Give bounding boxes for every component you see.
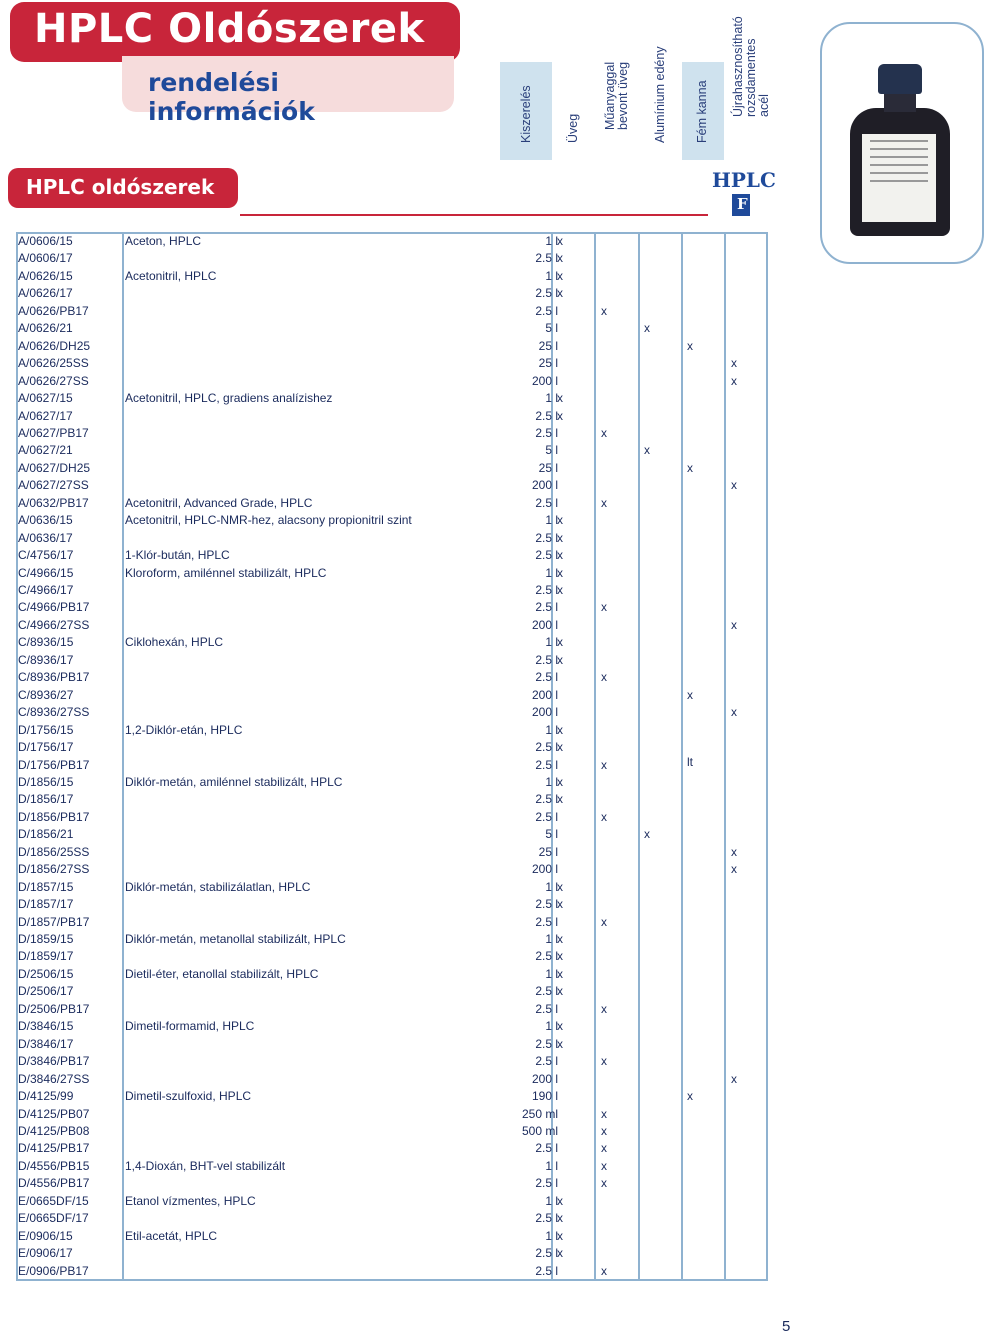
- page-subtitle: rendelési információk: [148, 68, 315, 126]
- package-size: 1 l: [545, 268, 558, 283]
- container-mark: x: [557, 722, 563, 737]
- product-code: E/0665DF/17: [18, 1211, 89, 1226]
- package-size: 25 l: [538, 338, 558, 353]
- table-row: [18, 1018, 766, 1035]
- table-row: [18, 390, 766, 407]
- page-title: HPLC Oldószerek: [34, 6, 425, 52]
- table-row: [18, 460, 766, 477]
- product-code: E/0906/17: [18, 1246, 73, 1261]
- package-size: 2.5 l: [535, 757, 558, 772]
- table-row: [18, 547, 766, 564]
- package-size: 2.5 l: [535, 1036, 558, 1051]
- table-row: [18, 774, 766, 791]
- package-size: 1 l: [545, 932, 558, 946]
- product-code: D/1856/17: [18, 792, 74, 807]
- package-size: 2.5 l: [535, 495, 558, 510]
- package-size: 25 l: [538, 844, 558, 859]
- product-code: A/0626/DH25: [18, 338, 91, 353]
- package-size: 2.5 l: [535, 652, 558, 667]
- table-row: [18, 1263, 766, 1280]
- container-mark: x: [601, 914, 607, 929]
- product-code: D/2506/PB17: [18, 1001, 90, 1016]
- table-row: [18, 1228, 766, 1245]
- package-size: 200 l: [531, 373, 558, 388]
- package-size: 200 l: [531, 1071, 558, 1086]
- product-name: 1,4-Dioxán, BHT-vel stabilizált: [125, 1158, 286, 1173]
- package-size: 1 l: [545, 391, 558, 406]
- table-row: [18, 791, 766, 808]
- product-code: D/3846/PB17: [18, 1054, 90, 1069]
- product-code: E/0665DF/15: [18, 1193, 89, 1208]
- container-mark: x: [557, 635, 563, 650]
- table-row: [18, 512, 766, 529]
- container-mark: x: [601, 809, 607, 824]
- table-row: [18, 948, 766, 965]
- container-mark: x: [731, 862, 737, 877]
- table-row: [18, 879, 766, 896]
- table-row: [18, 914, 766, 931]
- table-row: [18, 408, 766, 425]
- package-size: 1 l: [545, 1228, 558, 1243]
- product-code: D/3846/17: [18, 1036, 74, 1051]
- table-row: [18, 1053, 766, 1070]
- product-code: D/3846/27SS: [18, 1071, 90, 1086]
- table-row: [18, 320, 766, 337]
- container-mark: x: [601, 757, 607, 772]
- product-code: A/0626/27SS: [18, 373, 89, 388]
- hplc-logo: HPLC F: [710, 168, 770, 220]
- table-row: [18, 809, 766, 826]
- table-row: [18, 477, 766, 494]
- package-size: 2.5 l: [535, 1211, 558, 1226]
- table-row: [18, 1140, 766, 1157]
- table-row: [18, 983, 766, 1000]
- product-code: A/0626/21: [18, 321, 73, 336]
- table-row: [18, 1175, 766, 1192]
- product-code: A/0627/PB17: [18, 425, 89, 440]
- product-code: A/0627/17: [18, 408, 73, 423]
- package-size: 2.5 l: [535, 303, 558, 318]
- package-size: 2.5 l: [535, 530, 558, 545]
- product-code: C/8936/17: [18, 652, 74, 667]
- product-code: A/0636/15: [18, 513, 73, 528]
- package-size: 250 ml: [521, 1106, 558, 1121]
- container-mark: x: [557, 740, 563, 755]
- product-code: C/4966/17: [18, 583, 74, 597]
- product-code: D/1756/PB17: [18, 757, 90, 772]
- table-row: [18, 599, 766, 616]
- package-size: 1 l: [545, 879, 558, 894]
- product-name: Dimetil-formamid, HPLC: [125, 1019, 255, 1034]
- product-code: A/0627/DH25: [18, 460, 91, 475]
- colhead-size: Kiszerelés: [519, 85, 533, 143]
- container-mark: x: [557, 1211, 563, 1226]
- container-mark: x: [601, 1158, 607, 1173]
- product-code: D/1856/27SS: [18, 862, 90, 877]
- package-size: 2.5 l: [535, 251, 558, 266]
- product-code: A/0627/21: [18, 443, 73, 458]
- package-size: 5 l: [545, 443, 558, 458]
- section-box: [8, 168, 238, 208]
- package-size: 5 l: [545, 321, 558, 336]
- container-mark: x: [557, 774, 563, 789]
- container-mark: x: [557, 897, 563, 912]
- package-size: 1 l: [545, 722, 558, 737]
- table-row: [18, 530, 766, 547]
- package-size: 2.5 l: [535, 740, 558, 755]
- product-code: E/0906/PB17: [18, 1263, 89, 1278]
- container-mark: x: [601, 1123, 607, 1138]
- table-row: [18, 425, 766, 442]
- package-size: 2.5 l: [535, 548, 558, 563]
- container-mark: x: [557, 984, 563, 999]
- package-size: 190 l: [531, 1089, 558, 1104]
- product-code: D/1857/15: [18, 879, 74, 894]
- product-code: D/1856/25SS: [18, 844, 90, 859]
- table-row: [18, 687, 766, 704]
- product-code: D/4125/PB07: [18, 1106, 90, 1121]
- table-row: [18, 896, 766, 913]
- product-name: Aceton, HPLC: [125, 234, 202, 248]
- table-row: [18, 844, 766, 861]
- table-row: [18, 704, 766, 721]
- product-code: D/1857/PB17: [18, 914, 90, 929]
- subtitle-box: [122, 56, 454, 126]
- container-mark: x: [601, 1106, 607, 1121]
- table-row: [18, 754, 766, 774]
- product-code: D/1756/15: [18, 722, 74, 737]
- container-mark: x: [557, 530, 563, 545]
- container-mark: x: [557, 932, 563, 946]
- product-name: Acetonitril, HPLC, gradiens analízishez: [125, 391, 333, 406]
- container-mark: x: [557, 1228, 563, 1243]
- container-mark: x: [557, 949, 563, 964]
- package-size: 1 l: [545, 966, 558, 981]
- table-row: [18, 1123, 766, 1140]
- package-size: 2.5 l: [535, 1141, 558, 1156]
- product-code: A/0626/17: [18, 286, 73, 301]
- product-name: Dimetil-szulfoxid, HPLC: [125, 1089, 252, 1104]
- product-code: A/0626/15: [18, 268, 73, 283]
- container-mark: x: [601, 303, 607, 318]
- table-row: [18, 338, 766, 355]
- product-name: Kloroform, amilénnel stabilizált, HPLC: [125, 565, 327, 580]
- container-mark: x: [557, 1036, 563, 1051]
- table-row: [18, 931, 766, 948]
- product-code: C/4966/15: [18, 565, 74, 580]
- colhead-glass: Üveg: [566, 113, 580, 143]
- product-code: D/1859/15: [18, 932, 74, 946]
- package-size: 1 l: [545, 513, 558, 528]
- table-row: [18, 565, 766, 582]
- product-name: Etil-acetát, HPLC: [125, 1228, 218, 1243]
- container-mark: x: [601, 495, 607, 510]
- container-mark: x: [557, 234, 563, 248]
- logo-flag-icon: F: [732, 194, 750, 216]
- product-name: 1,2-Diklór-etán, HPLC: [125, 722, 243, 737]
- product-code: D/4125/PB08: [18, 1123, 90, 1138]
- container-mark: x: [731, 356, 737, 371]
- product-name: Diklór-metán, amilénnel stabilizált, HPLC: [125, 774, 343, 789]
- container-mark: x: [601, 600, 607, 615]
- product-code: D/1859/17: [18, 949, 74, 964]
- product-name: Etanol vízmentes, HPLC: [125, 1193, 256, 1208]
- product-code: D/1756/17: [18, 740, 74, 755]
- container-mark: lt: [687, 754, 693, 769]
- package-size: 2.5 l: [535, 1246, 558, 1261]
- package-size: 200 l: [531, 705, 558, 720]
- container-mark: x: [731, 705, 737, 720]
- package-size: 2.5 l: [535, 425, 558, 440]
- product-code: A/0606/17: [18, 251, 73, 266]
- product-code: E/0906/15: [18, 1228, 73, 1243]
- table-row: [18, 722, 766, 739]
- table-row: [18, 617, 766, 634]
- product-code: D/1856/21: [18, 827, 74, 842]
- table-row: [18, 1071, 766, 1088]
- table-row: [18, 1106, 766, 1123]
- package-size: 200 l: [531, 862, 558, 877]
- container-mark: x: [644, 827, 650, 842]
- package-size: 2.5 l: [535, 809, 558, 824]
- product-code: C/4966/PB17: [18, 600, 90, 615]
- table-row: [18, 303, 766, 320]
- container-mark: x: [687, 338, 693, 353]
- table-row: [18, 1088, 766, 1105]
- package-size: 2.5 l: [535, 984, 558, 999]
- container-mark: x: [557, 286, 563, 301]
- package-size: 1 l: [545, 1193, 558, 1208]
- table-row: [18, 1210, 766, 1227]
- package-size: 2.5 l: [535, 408, 558, 423]
- product-name: Acetonitril, HPLC-NMR-hez, alacsony propionitril szint: [125, 513, 412, 528]
- package-size: 1 l: [545, 1019, 558, 1034]
- product-code: A/0636/17: [18, 530, 73, 545]
- table-row: [18, 1158, 766, 1175]
- package-size: 25 l: [538, 356, 558, 371]
- table-row: [18, 634, 766, 651]
- container-mark: x: [557, 408, 563, 423]
- product-code: D/4556/PB15: [18, 1158, 90, 1173]
- product-code: A/0627/15: [18, 391, 73, 406]
- table-row: [18, 966, 766, 983]
- container-mark: x: [557, 513, 563, 528]
- product-name: Diklór-metán, stabilizálatlan, HPLC: [125, 879, 311, 894]
- table-row: [18, 1001, 766, 1018]
- table-row: [18, 652, 766, 669]
- container-mark: x: [557, 548, 563, 563]
- product-code: D/4556/PB17: [18, 1176, 90, 1191]
- package-size: 2.5 l: [535, 286, 558, 301]
- table-row: [18, 250, 766, 267]
- package-size: 2.5 l: [535, 670, 558, 685]
- table-row: [18, 1036, 766, 1053]
- table-row: [18, 1245, 766, 1262]
- table-row: [18, 582, 766, 599]
- container-mark: x: [601, 670, 607, 685]
- table-row: [18, 739, 766, 756]
- container-mark: x: [644, 443, 650, 458]
- container-mark: x: [557, 1193, 563, 1208]
- table-row: [18, 355, 766, 372]
- container-mark: x: [557, 652, 563, 667]
- product-code: D/1856/15: [18, 774, 74, 789]
- package-size: 1 l: [545, 565, 558, 580]
- product-name: Acetonitril, Advanced Grade, HPLC: [125, 495, 313, 510]
- container-mark: x: [601, 1001, 607, 1016]
- container-mark: x: [731, 478, 737, 493]
- package-size: 2.5 l: [535, 1176, 558, 1191]
- package-size: 500 ml: [521, 1123, 558, 1138]
- product-code: C/8936/27: [18, 687, 74, 702]
- table-row: [18, 495, 766, 512]
- table-row: [18, 442, 766, 459]
- product-code: D/4125/PB17: [18, 1141, 90, 1156]
- table-row: [18, 1193, 766, 1210]
- container-mark: x: [687, 1089, 693, 1104]
- product-code: A/0606/15: [18, 234, 73, 248]
- container-mark: x: [557, 583, 563, 597]
- container-mark: x: [557, 268, 563, 283]
- container-mark: x: [601, 1176, 607, 1191]
- product-code: D/1856/PB17: [18, 809, 90, 824]
- container-mark: x: [557, 391, 563, 406]
- product-code: A/0626/25SS: [18, 356, 89, 371]
- colhead-coated-glass: Műanyaggal bevont üveg: [603, 61, 630, 130]
- package-size: 200 l: [531, 478, 558, 493]
- package-size: 2.5 l: [535, 1001, 558, 1016]
- package-size: 2.5 l: [535, 600, 558, 615]
- bottle-photo: [820, 22, 984, 264]
- package-size: 200 l: [531, 687, 558, 702]
- product-name: Dietil-éter, etanollal stabilizált, HPLC: [125, 966, 319, 981]
- package-size: 1 l: [545, 635, 558, 650]
- colhead-aluminium: Alumínium edény: [653, 46, 667, 143]
- product-name: Diklór-metán, metanollal stabilizált, HPLC: [125, 932, 346, 946]
- package-size: 2.5 l: [535, 949, 558, 964]
- page-title-box: [10, 2, 460, 62]
- container-mark: x: [557, 1019, 563, 1034]
- table-row: [18, 268, 766, 285]
- product-code: D/4125/99: [18, 1089, 74, 1104]
- colhead-metal-can: Fém kanna: [695, 80, 709, 143]
- product-name: Acetonitril, HPLC: [125, 268, 217, 283]
- container-mark: x: [731, 844, 737, 859]
- container-mark: x: [557, 1246, 563, 1261]
- container-mark: x: [601, 1054, 607, 1069]
- product-code: A/0627/27SS: [18, 478, 89, 493]
- product-code: C/4966/27SS: [18, 617, 90, 632]
- container-mark: x: [557, 251, 563, 266]
- container-mark: x: [557, 792, 563, 807]
- container-mark: x: [557, 966, 563, 981]
- container-mark: x: [731, 617, 737, 632]
- product-code: C/8936/27SS: [18, 705, 90, 720]
- package-size: 1 l: [545, 1158, 558, 1173]
- product-code: A/0626/PB17: [18, 303, 89, 318]
- product-code: C/8936/15: [18, 635, 74, 650]
- table-row: [18, 826, 766, 843]
- product-code: C/4756/17: [18, 548, 74, 563]
- table-row: [18, 669, 766, 686]
- product-code: C/8936/PB17: [18, 670, 90, 685]
- product-code: D/2506/15: [18, 966, 74, 981]
- package-size: 2.5 l: [535, 1263, 558, 1278]
- product-code: A/0632/PB17: [18, 495, 89, 510]
- package-size: 2.5 l: [535, 583, 558, 597]
- package-size: 1 l: [545, 774, 558, 789]
- container-mark: x: [644, 321, 650, 336]
- container-mark: x: [687, 460, 693, 475]
- product-code: D/3846/15: [18, 1019, 74, 1034]
- container-mark: x: [601, 425, 607, 440]
- container-mark: x: [557, 879, 563, 894]
- colhead-steel: Újrahasznosítható rozsdamentes acél: [731, 16, 771, 117]
- product-name: Ciklohexán, HPLC: [125, 635, 224, 650]
- page-number: 5: [782, 1318, 791, 1335]
- table-row: [18, 233, 766, 250]
- container-mark: x: [731, 373, 737, 388]
- product-code: D/1857/17: [18, 897, 74, 912]
- header-divider: [240, 214, 708, 216]
- container-mark: x: [601, 1141, 607, 1156]
- package-size: 2.5 l: [535, 792, 558, 807]
- package-size: 2.5 l: [535, 1054, 558, 1069]
- table-row: [18, 861, 766, 878]
- container-mark: x: [731, 1071, 737, 1086]
- container-mark: x: [557, 565, 563, 580]
- package-size: 200 l: [531, 617, 558, 632]
- package-size: 5 l: [545, 827, 558, 842]
- container-mark: x: [601, 1263, 607, 1278]
- package-size: 25 l: [538, 460, 558, 475]
- table-row: [18, 373, 766, 390]
- table-row: [18, 285, 766, 302]
- package-size: 2.5 l: [535, 897, 558, 912]
- package-size: 2.5 l: [535, 914, 558, 929]
- container-mark: x: [687, 687, 693, 702]
- section-title: HPLC oldószerek: [26, 175, 215, 199]
- package-size: 1 l: [545, 234, 558, 248]
- product-code: D/2506/17: [18, 984, 74, 999]
- product-name: 1-Klór-bután, HPLC: [125, 548, 230, 563]
